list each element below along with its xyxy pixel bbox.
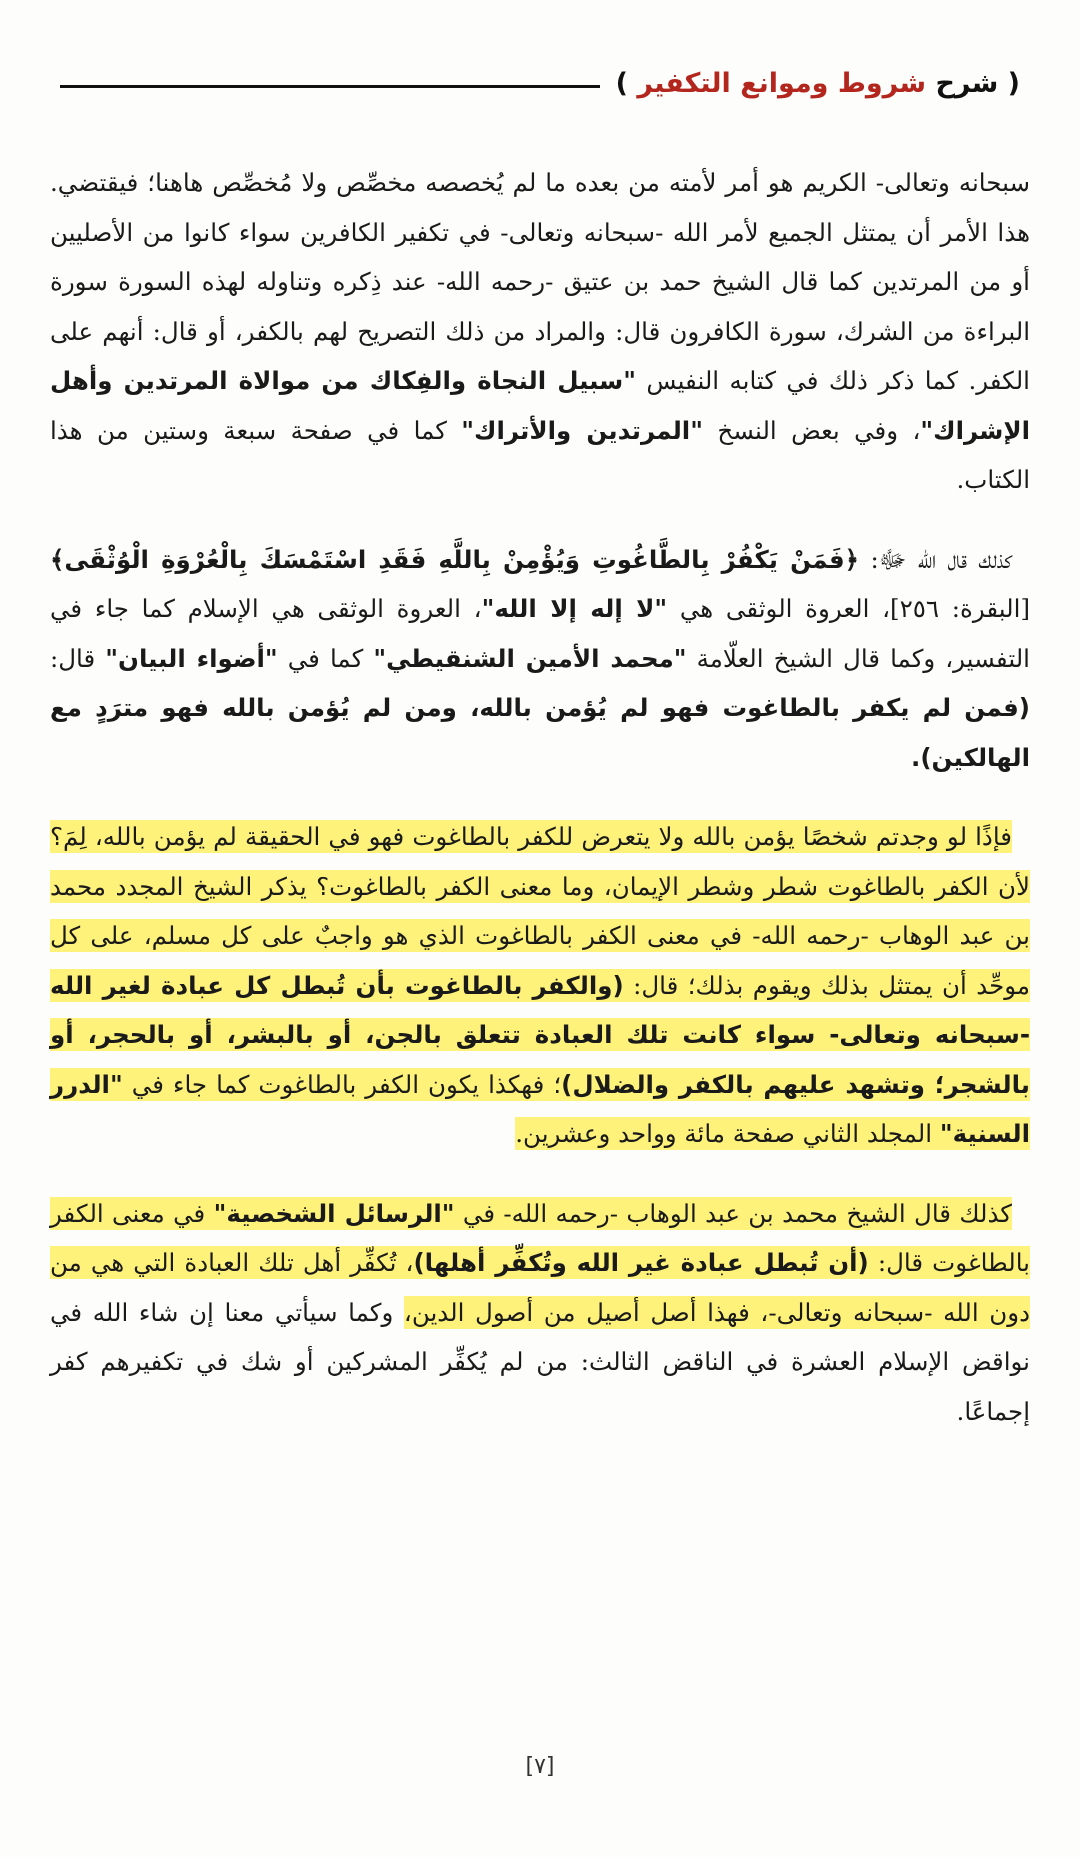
p1-book-title: "سبيل النجاة والفِكاك من موالاة المرتدين وأهل الإشراك" [50, 366, 1030, 445]
p4-book-title: "الرسائل الشخصية" [213, 1198, 455, 1228]
p1-alt-title: "المرتدين والأتراك" [461, 415, 703, 445]
p1-text-1: سبحانه وتعالى- الكريم هو أمر لأمته من بعده ما لم يُخصصه مخصِّص ولا مُخصِّص هاهنا؛ فيقتضي. هذا الأمر أن يمتثل الجميع لأمر الله -سبحانه وتعالى- في تكفير الكافرين سواء كانوا من الأصليين أو من المرتدين كما قال الشيخ حمد بن عتيق -رحمه الله- عند ذِكره وتناوله لهذه السورة سورة البراءة من الشرك، سورة الكافرون قال: والمراد من ذلك التصريح لهم بالكفر، أو قال: أنهم على الكفر. كما ذكر ذلك في كتابه النفيس [50, 168, 1030, 395]
header-rule [60, 85, 600, 88]
p2-quote: (فمن لم يكفر بالطاغوت فهو لم يُؤمن بالله، ومن لم يُؤمن بالله فهو مترَدٍ مع الهالكين). [50, 693, 1030, 772]
header-accent-title: شروط وموانع التكفير [637, 67, 927, 99]
running-header [60, 58, 1020, 108]
p2-text-4: كما في [287, 643, 364, 673]
p4-text-4: وكما سيأتي معنا إن شاء الله في نواقض الإسلام العشرة في الناقض الثالث: من لم يُكفِّر المشركين أو شك في تكفيرهم كفر إجماعًا. [50, 1297, 1030, 1426]
p2-text-3: ، العروة الوثقى هي الإسلام كما جاء في التفسير، وكما قال الشيخ العلّامة [50, 594, 1030, 673]
paragraph-2 [50, 535, 1030, 783]
p4-text-2: في معنى الكفر بالطاغوت قال: [50, 1198, 1030, 1277]
p3-quote: (والكفر بالطاغوت بأن تُبطل كل عبادة لغير الله -سبحانه وتعالى- سواء كانت تلك العبادة تتعلق بالجن، أو بالبشر، أو بالحجر، أو بالشجر؛ وتشهد عليهم بالكفر والضلال) [50, 970, 1031, 1099]
header-word: شرح [935, 67, 999, 99]
p3-text-3: المجلد الثاني صفحة مائة وواحد وعشرين. [515, 1119, 933, 1148]
p2-text-1: كذلك قال الله ﷻ: [870, 544, 1012, 574]
p2-quran-verse: ﴿فَمَنْ يَكْفُرْ بِالطَّاغُوتِ وَيُؤْمِنْ بِاللَّهِ فَقَدِ اسْتَمْسَكَ بِالْعُرْوَةِ الْوُثْقَى﴾ [50, 544, 860, 574]
header-title [616, 68, 1020, 99]
p1-text-3: كما في صفحة سبعة وستين من هذا الكتاب. [50, 415, 1030, 494]
header-paren-open: ( [1007, 67, 1020, 99]
p2-text-2: [البقرة: ٢٥٦]، العروة الوثقى هي [679, 594, 1031, 623]
p4-text-1: كذلك قال الشيخ محمد بن عبد الوهاب -رحمه الله- في [462, 1198, 1012, 1228]
paragraph-1 [50, 158, 1030, 505]
p3-text-2: ؛ فهكذا يكون الكفر بالطاغوت كما جاء في [131, 1069, 562, 1099]
header-paren-close: ) [615, 67, 629, 99]
p4-quote: (أن تُبطل عبادة غير الله وتُكفِّر أهلها) [413, 1248, 869, 1277]
p1-text-2: ، وفي بعض النسخ [717, 415, 921, 445]
page-number: [٧] [525, 1754, 555, 1779]
p2-text-5: قال: [50, 643, 96, 673]
p2-scholar-name: "محمد الأمين الشنقيطي" [373, 643, 687, 673]
p3-highlight [50, 820, 1030, 1150]
p3-text-1: فإذًا لو وجدتم شخصًا يؤمن بالله ولا يتعرض للكفر بالطاغوت فهو في الحقيقة لم يؤمن بالله، لِمَ؟ لأن الكفر بالطاغوت شطر وشطر الإيمان، وما معنى الكفر بالطاغوت؟ يذكر الشيخ المجدد محمد بن عبد الوهاب -رحمه الله- في معنى الكفر بالطاغوت الذي هو واجبٌ على كل مسلم، على كل موحِّد أن يمتثل بذلك ويقوم بذلك؛ قال: [50, 822, 1031, 1000]
body-text [50, 158, 1030, 1466]
p3-book-title: "الدرر السنية" [50, 1069, 1030, 1148]
p4-text-3: ، تُكفِّر أهل تلك العبادة التي هي من دون الله -سبحانه وتعالى-، فهذا أصل أصيل من أصول الدين، [50, 1248, 1030, 1327]
p2-book-title: "أضواء البيان" [105, 643, 278, 673]
paragraph-4 [50, 1189, 1030, 1437]
paragraph-3 [50, 812, 1030, 1159]
p2-shahada: "لا إله إلا الله" [481, 594, 668, 623]
